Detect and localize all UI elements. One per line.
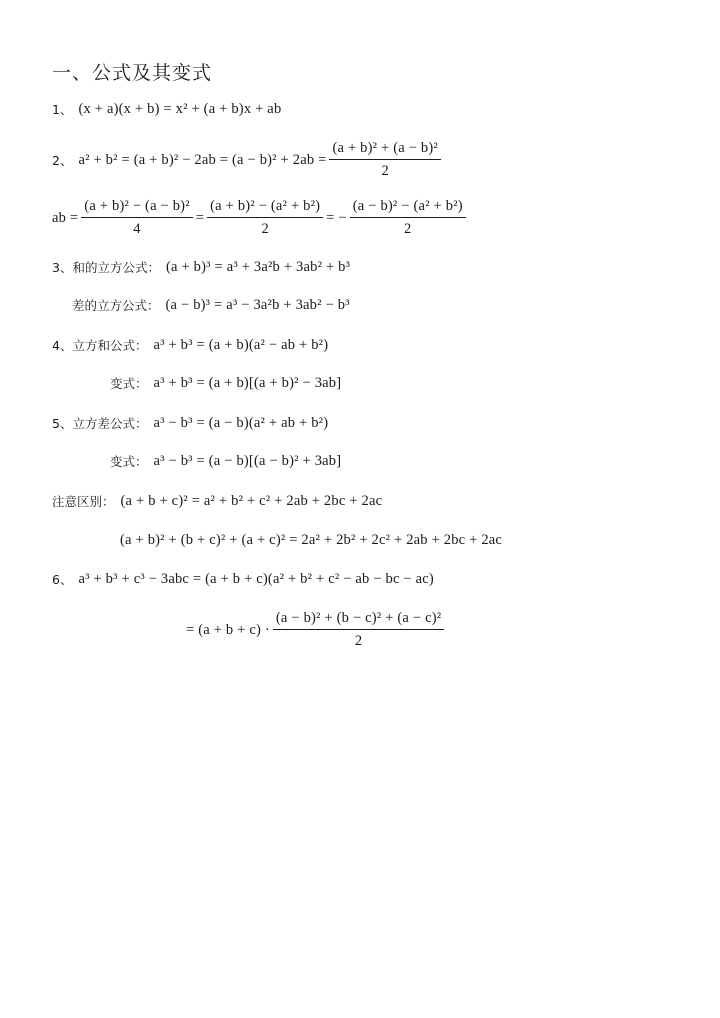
fraction-3-denominator: 2 — [404, 221, 412, 237]
formula-2-denominator: 2 — [381, 163, 389, 179]
formula-6b-numerator: (a − b)² + (b − c)² + (a − c)² — [273, 610, 444, 630]
fraction-1-denominator: 4 — [133, 221, 141, 237]
formula-1-expr: (x + a)(x + b) = x² + (a + b)x + ab — [78, 100, 282, 117]
note-b-expr: (a + b)² + (b + c)² + (a + c)² = 2a² + 2b² + 2c² + 2ab + 2bc + 2ac — [120, 532, 503, 548]
formula-1-label: 1、 — [52, 102, 73, 117]
formula-2-ab-fraction-3 — [350, 198, 466, 238]
fraction-2-numerator: (a + b)² − (a² + b²) — [207, 198, 323, 218]
note-formula — [52, 492, 382, 510]
formula-6-expr: a³ + b³ + c³ − 3abc = (a + b + c)(a² + b² + c² − ab − bc − ac) — [78, 570, 434, 587]
formula-2-label: 2、 — [52, 153, 73, 168]
formula-4b-expr: a³ + b³ = (a + b)[(a + b)² − 3ab] — [153, 374, 342, 391]
formula-6b-fraction — [273, 610, 444, 650]
formula-5-label: 5、立方差公式： — [52, 416, 148, 431]
formula-5-expr: a³ − b³ = (a − b)(a² + ab + b²) — [153, 414, 329, 431]
fraction-1-numerator: (a + b)² − (a − b)² — [81, 198, 192, 218]
formula-6b — [186, 610, 447, 650]
equals-minus-sign: = − — [326, 209, 347, 226]
formula-2-ab-fraction-2 — [207, 198, 323, 238]
formula-5b-expr: a³ − b³ = (a − b)[(a − b)² + 3ab] — [153, 452, 342, 469]
formula-2-ab-lhs: ab = — [52, 209, 79, 226]
formula-6-label: 6、 — [52, 572, 73, 587]
formula-5b-label: 变式： — [110, 454, 148, 469]
fraction-3-numerator: (a − b)² − (a² + b²) — [350, 198, 466, 218]
equals-sign: = — [195, 209, 205, 226]
note-formula-b — [120, 532, 502, 549]
formula-4b-label: 变式： — [110, 376, 148, 391]
formula-3-label: 3、和的立方公式： — [52, 260, 160, 275]
formula-3b — [72, 296, 350, 314]
formula-2 — [52, 140, 444, 180]
formula-3 — [52, 258, 350, 276]
fraction-2-denominator: 2 — [261, 221, 269, 237]
page-heading: 一、公式及其变式 — [52, 62, 213, 84]
formula-4 — [52, 336, 328, 354]
formula-2-numerator: (a + b)² + (a − b)² — [329, 140, 440, 160]
note-expr: (a + b + c)² = a² + b² + c² + 2ab + 2bc + 2ac — [120, 492, 383, 509]
formula-4-label: 4、立方和公式： — [52, 338, 148, 353]
note-label: 注意区别： — [52, 494, 115, 509]
formula-1 — [52, 100, 281, 118]
formula-2-ab — [52, 198, 469, 238]
formula-6 — [52, 570, 434, 588]
formula-3b-label: 差的立方公式： — [72, 298, 160, 313]
formula-6b-lhs: = (a + b + c) · — [186, 621, 270, 638]
formula-4-expr: a³ + b³ = (a + b)(a² − ab + b²) — [153, 336, 329, 353]
formula-2-lhs: a² + b² = (a + b)² − 2ab = (a − b)² + 2ab = — [78, 151, 327, 168]
formula-5 — [52, 414, 328, 432]
formula-4b — [110, 374, 341, 392]
formula-2-fraction — [329, 140, 440, 180]
formula-6b-denominator: 2 — [354, 633, 363, 649]
formula-5b — [110, 452, 341, 470]
formula-3b-expr: (a − b)³ = a³ − 3a²b + 3ab² − b³ — [165, 296, 350, 313]
formula-3-expr: (a + b)³ = a³ + 3a²b + 3ab² + b³ — [165, 258, 351, 275]
formula-2-ab-fraction-1 — [81, 198, 192, 238]
